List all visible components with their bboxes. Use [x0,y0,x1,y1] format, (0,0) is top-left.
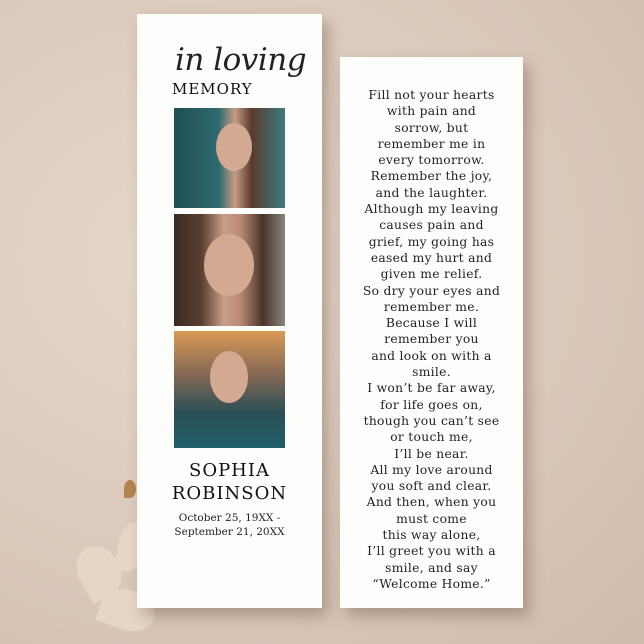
bookmark-back [340,57,523,608]
title-script: in loving [175,42,307,78]
poem-line: I won’t be far away, [367,381,496,396]
poem [340,87,523,592]
poem-line: Remember the joy, [370,169,493,184]
portrait-photo-2 [174,214,285,326]
poem-line: must come [396,511,467,526]
name-last: ROBINSON [171,483,288,504]
poem-line: remember me in [377,136,486,151]
poem-line: Because I will [385,316,478,331]
poem-line: with pain and [386,104,477,119]
poem-line: remember you [384,332,479,347]
poem-line: smile, and say [385,560,478,575]
poem-line: for life goes on, [380,397,483,412]
poem-line: And then, when you [366,495,497,510]
poem-line: and look on with a [371,348,492,363]
title-memory: MEMORY [172,80,253,98]
date-start: October 25, 19XX - [178,512,281,524]
poem-line: though you can’t see [363,413,500,428]
poem-line: smile. [412,365,451,380]
poem-line: “Welcome Home.” [372,576,491,591]
poem-line: All my love around [370,462,493,477]
poem-line: causes pain and [379,218,484,233]
poem-line: I’ll greet you with a [367,544,496,559]
bookmark-front [137,14,322,608]
name-first: SOPHIA [188,460,270,481]
poem-line: I’ll be near. [394,446,469,461]
poem-line: given me relief. [380,267,483,282]
poem-line: So dry your eyes and [362,283,501,298]
poem-line: remember me. [383,299,480,314]
poem-line: you soft and clear. [371,479,492,494]
dried-leaf-decoration [124,480,136,498]
portrait-photo-3 [174,331,285,448]
poem-line: Fill not your hearts [368,88,495,102]
poem-line: and the laughter. [375,185,488,200]
poem-line: Although my leaving [364,202,499,217]
poem-line: this way alone, [382,528,481,543]
portrait-photo-1 [174,108,285,208]
poem-line: or touch me, [390,430,473,445]
poem-line: every tomorrow. [378,153,485,168]
poem-line: eased my hurt and [370,250,493,265]
date-end: September 21, 20XX [174,526,285,538]
poem-line: grief, my going has [368,234,495,249]
poem-line: sorrow, but [394,120,469,135]
